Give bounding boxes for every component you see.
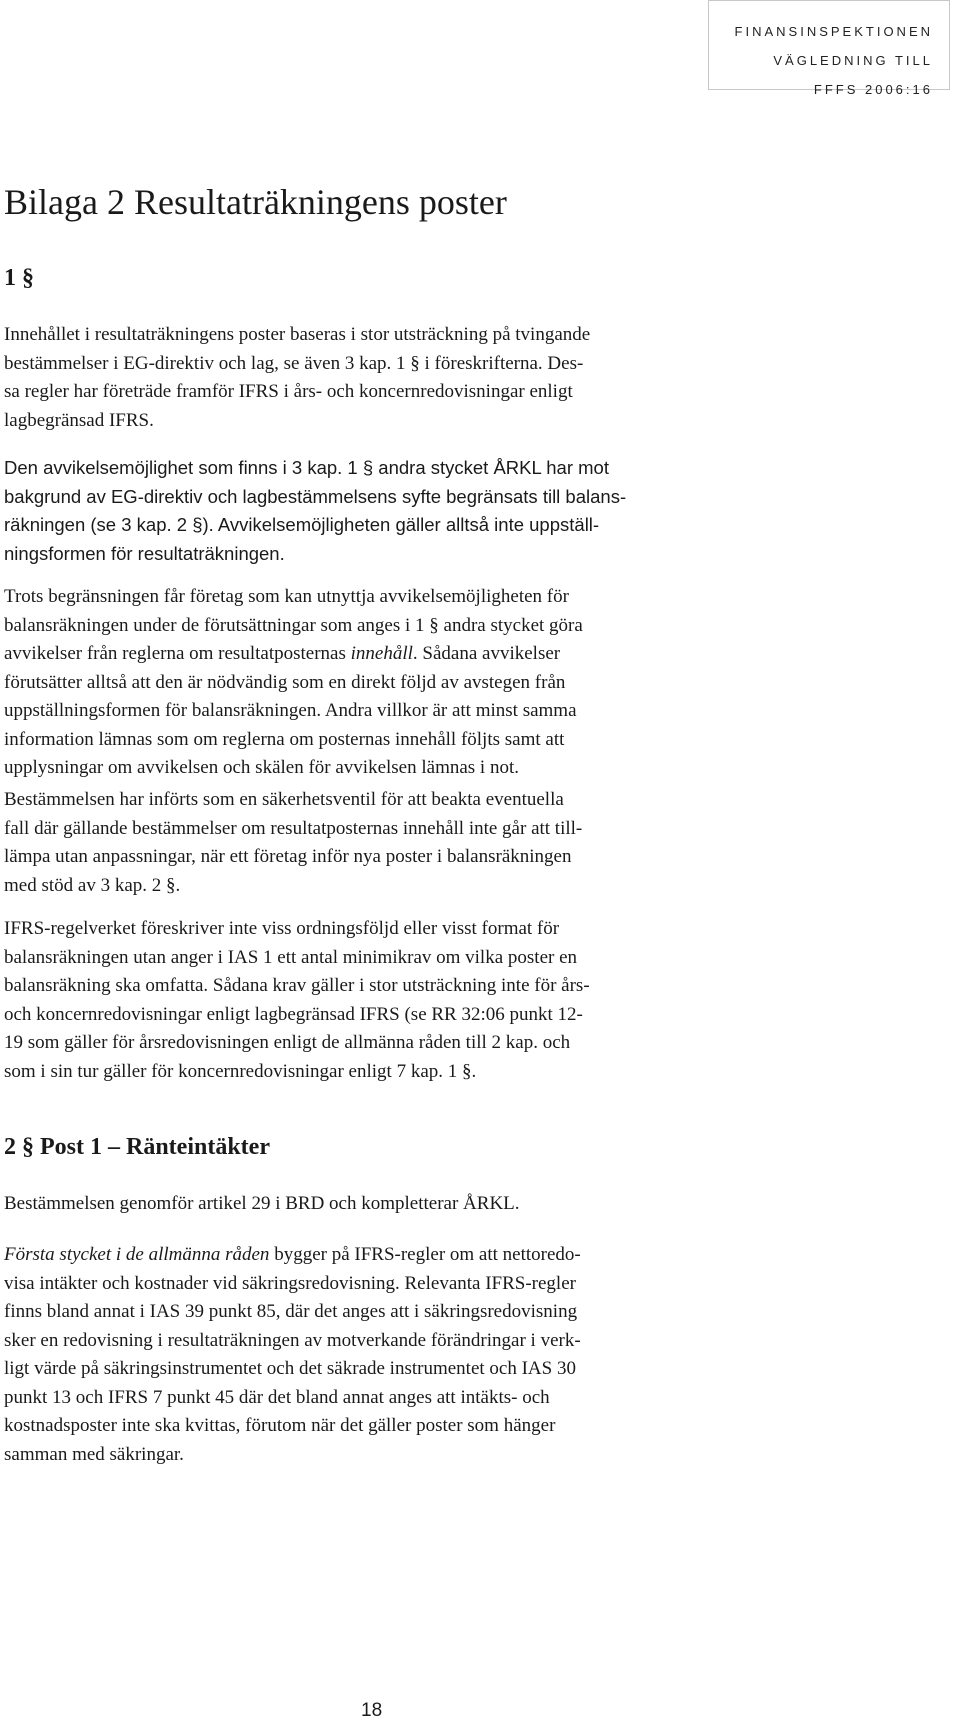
paragraph-line: fall där gällande bestämmelser om resultatposternas innehåll inte går att till- bbox=[4, 817, 583, 839]
section-1-paragraph-1 bbox=[4, 321, 590, 435]
section-1-paragraph-2 bbox=[4, 454, 626, 568]
paragraph-line: balansräkningen utan anger i IAS 1 ett antal minimikrav om vilka poster en bbox=[4, 946, 578, 968]
paragraph-line: samman med säkringar. bbox=[4, 1443, 184, 1465]
paragraph-line: upplysningar om avvikelsen och skälen för avvikelsen lämnas i not. bbox=[4, 757, 519, 778]
paragraph-line: Trots begränsningen får företag som kan utnyttja avvikelsemöjligheten för bbox=[4, 586, 569, 607]
line-text: . Sådana avvikelser bbox=[412, 643, 561, 664]
section-1-paragraph-4 bbox=[4, 786, 582, 900]
paragraph-line: som i sin tur gäller för koncernredovisningar enligt 7 kap. 1 §. bbox=[4, 1060, 477, 1082]
header-org: FINANSINSPEKTIONEN bbox=[734, 24, 933, 39]
paragraph-line: balansräkning ska omfatta. Sådana krav gäller i stor utsträckning inte för års- bbox=[4, 975, 590, 996]
paragraph-line bbox=[4, 640, 583, 669]
section-2-heading: 2 § Post 1 – Ränteintäkter bbox=[4, 1134, 270, 1160]
paragraph-line: med stöd av 3 kap. 2 §. bbox=[4, 874, 181, 896]
paragraph-line: lagbegränsad IFRS. bbox=[4, 409, 154, 431]
paragraph-line: Bestämmelsen har införts som en säkerhetsventil för att beakta eventuella bbox=[4, 789, 564, 810]
paragraph-line: IFRS-regelverket föreskriver inte viss ordningsföljd eller visst format för bbox=[4, 918, 560, 939]
page-number: 18 bbox=[361, 1700, 383, 1721]
header-ref: FFFS 2006:16 bbox=[813, 82, 933, 97]
paragraph-line: punkt 13 och IFRS 7 punkt 45 där det bland annat anges att intäkts- och bbox=[4, 1386, 550, 1408]
document-header bbox=[708, 0, 950, 97]
paragraph-line: ligt värde på säkringsinstrumentet och det säkrade instrumentet och IAS 30 bbox=[4, 1358, 576, 1379]
paragraph-line: uppställningsformen för balansräkningen. Andra villkor är att minst samma bbox=[4, 700, 577, 721]
section-1-heading: 1 § bbox=[4, 265, 34, 291]
paragraph-line: och koncernredovisningar enligt lagbegränsad IFRS (se RR 32:06 punkt 12- bbox=[4, 1003, 583, 1025]
paragraph-line: visa intäkter och kostnader vid säkringsredovisning. Relevanta IFRS-regler bbox=[4, 1272, 576, 1294]
emphasized-term: Första stycket i de allmänna råden bbox=[4, 1244, 270, 1265]
page-title: Bilaga 2 Resultaträkningens poster bbox=[4, 182, 507, 222]
section-2-paragraph-2 bbox=[4, 1241, 581, 1469]
paragraph-line: Den avvikelsemöjlighet som finns i 3 kap. 1 § andra stycket ÅRKL har mot bbox=[4, 457, 609, 478]
paragraph-line: bakgrund av EG-direktiv och lagbestämmelsens syfte begränsats till balans- bbox=[4, 485, 627, 507]
paragraph-line: förutsätter alltså att den är nödvändig som en direkt följd av avstegen från bbox=[4, 671, 566, 693]
paragraph-line: kostnadsposter inte ska kvittas, förutom när det gäller poster som hänger bbox=[4, 1415, 556, 1436]
line-text: avvikelser från reglerna om resultatposternas bbox=[4, 643, 351, 664]
paragraph-line: bestämmelser i EG-direktiv och lag, se även 3 kap. 1 § i föreskrifterna. Des- bbox=[4, 352, 584, 374]
paragraph-line: balansräkningen under de förutsättningar som anges i 1 § andra stycket göra bbox=[4, 614, 583, 636]
section-1-paragraph-3 bbox=[4, 583, 583, 783]
paragraph-line: sker en redovisning i resultaträkningen av motverkande förändringar i verk- bbox=[4, 1329, 581, 1351]
paragraph-line: information lämnas som om reglerna om posternas innehåll följts samt att bbox=[4, 728, 565, 750]
paragraph-line: sa regler har företräde framför IFRS i års- och koncernredovisningar enligt bbox=[4, 381, 573, 402]
section-2-paragraph-1 bbox=[4, 1190, 520, 1219]
paragraph-line: Bestämmelsen genomför artikel 29 i BRD och kompletterar ÅRKL. bbox=[4, 1193, 520, 1214]
header-doc-type: VÄGLEDNING TILL bbox=[773, 53, 933, 68]
paragraph-line: finns bland annat i IAS 39 punkt 85, där det anges att i säkringsredovisning bbox=[4, 1301, 578, 1322]
line-text: bygger på IFRS-regler om att nettoredo- bbox=[269, 1244, 581, 1265]
paragraph-line: 19 som gäller för årsredovisningen enligt de allmänna råden till 2 kap. och bbox=[4, 1032, 571, 1053]
paragraph-line bbox=[4, 1241, 581, 1270]
emphasized-term: innehåll bbox=[350, 643, 413, 664]
paragraph-line: Innehållet i resultaträkningens poster baseras i stor utsträckning på tvingande bbox=[4, 324, 591, 345]
section-1-paragraph-5 bbox=[4, 915, 590, 1086]
paragraph-line: ningsformen för resultaträkningen. bbox=[4, 542, 285, 564]
paragraph-line: räkningen (se 3 kap. 2 §). Avvikelsemöjligheten gäller alltså inte uppställ- bbox=[4, 514, 600, 535]
paragraph-line: lämpa utan anpassningar, när ett företag inför nya poster i balansräkningen bbox=[4, 846, 572, 867]
